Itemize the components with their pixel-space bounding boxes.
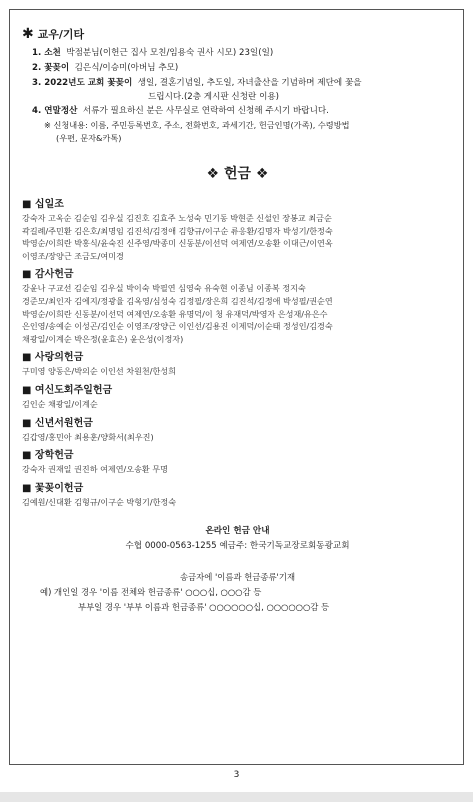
category-title: ■ 십일조 (22, 199, 64, 210)
online-title: 온라인 헌금 안내 (205, 526, 270, 537)
offering-heading: ❖ 헌금 ❖ (206, 166, 269, 182)
notice-label: 3. 2022년도 교회 꽃꽂이 (32, 78, 133, 88)
sender-instructions (22, 570, 453, 615)
category-title: ■ 여신도회주일헌금 (22, 384, 113, 396)
sender-title: 송금자에 '이름과 헌금종류'기재 (179, 572, 296, 583)
notice-item-4 (32, 104, 453, 119)
donor-names-line: 강숙자 권재일 권진하 여제연/오송환 무명 (22, 464, 168, 475)
notice-item-1 (32, 46, 453, 61)
sender-example-2: 부부일 경우 '부부 이름과 헌금종류' ○○○○○○십, ○○○○○○감 등 (78, 602, 330, 613)
category-title: ■ 감사헌금 (22, 269, 74, 281)
donor-names-line: 이영조/장양근 조금도/여미경 (22, 250, 124, 261)
donor-names-line: 김예원/신대환 김형규/이구순 박형기/한정숙 (22, 496, 177, 507)
category-title: ■ 장학헌금 (22, 450, 74, 462)
content-frame (9, 9, 464, 765)
note-line-1: ※ 신청내용: 이름, 주민등록번호, 주소, 전화번호, 과세기간, 헌금인명(가족), 수령방법 (44, 120, 350, 130)
sender-example-1: 예) 개인일 경우 '이름 전체와 헌금종류' ○○○십, ○○○감 등 (40, 587, 262, 598)
notice-item-2 (32, 61, 453, 76)
notice-item-3 (32, 76, 453, 91)
notice-text: 생일, 결혼기념일, 추도일, 자녀출산을 기념하며 제단에 꽃을 (137, 78, 362, 88)
category-title: ■ 신년서원헌금 (22, 417, 93, 429)
notice-label: 2. 꽃꽂이 (32, 63, 70, 73)
donor-names-line: 구미영 양동은/박의순 이인선 차원천/한성희 (22, 366, 176, 377)
donor-names-line: 경준모/최인자 김에지/정광율 김옥영/심성숙 김정필/장은희 김진석/김정애 박성필/권순연 (22, 295, 333, 306)
notice-text: 김은식/이승미(아버님 추모) (74, 63, 179, 73)
section-title-text: 교우/기타 (37, 28, 85, 41)
notice-item-3-continued: 드립시다.(2층 게시판 신청란 이용) (148, 92, 280, 102)
notice-text: 박점분님(이헌근 집사 모친/임용숙 권사 시모) 23일(일) (66, 48, 274, 58)
category-title: ■ 꽃꽂이헌금 (22, 482, 84, 494)
donor-names-line: 박영순/이희란 박홍식/윤숙진 신주영/박종미 신동분/이선덕 여제연/오송환 이대근/이연옥 (22, 238, 333, 249)
donor-names-line: 채광일/이계순 박은정(윤효은) 윤은성(이정자) (22, 333, 184, 344)
notice-text: 서류가 필요하신 분은 사무실로 연락하여 신청해 주시기 바랍니다. (82, 106, 329, 116)
section-title (22, 26, 453, 42)
offering-categories (22, 195, 453, 508)
online-offering-info (22, 524, 453, 554)
account-info: 수협 0000-0563-1255 예금주: 한국기독교장로회동광교회 (125, 541, 350, 552)
donor-names-line: 박영순/이희란 신동분/이선덕 여제연/오송환 유명덕/이 청 유재덕/박영자 은성재/유은수 (22, 308, 328, 319)
notice-label: 4. 연말정산 (32, 106, 78, 116)
donor-names-line: 곽길례/주민환 김은호/최명임 김진석/김정애 김향규/이구순 류응환/김명자 박성기/한정숙 (22, 225, 333, 236)
donor-names-line: 강윤나 구교선 김순임 김우실 박이숙 박필연 심영숙 유숙현 이종님 이종복 정지숙 (22, 283, 306, 294)
asterisk-icon: ✱ (22, 26, 34, 42)
notice-label: 1. 소천 (32, 48, 61, 58)
donor-names-line: 김인순 채광일/이계순 (22, 398, 98, 409)
donor-names-line: 김갑영/홍민아 최용훈/양화서(최우진) (22, 431, 154, 442)
category-title: ■ 사랑의헌금 (22, 352, 84, 364)
donor-names-line: 강숙자 고옥순 김순임 김우실 김진호 김효주 노성숙 민기동 박현준 신설인 장봉교 최금순 (22, 213, 332, 223)
donor-names-line: 은인영/송예순 이성곤/김인순 이영조/장양근 이인선/김용진 이제덕/이순태 정성인/김경숙 (22, 321, 333, 332)
page-number: 3 (233, 770, 240, 780)
note-line-2: (우편, 문자&카톡) (56, 133, 122, 143)
